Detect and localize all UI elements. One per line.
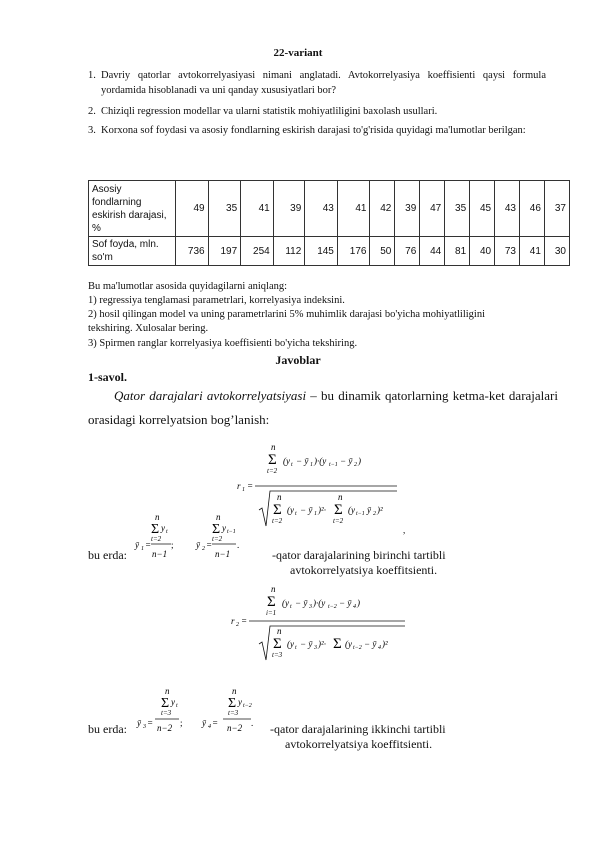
table-cell: 197 [208, 237, 241, 266]
svg-text:Σ: Σ [212, 522, 221, 537]
svg-text:n: n [271, 442, 276, 452]
svg-text:Σ: Σ [273, 502, 282, 518]
question-number: 3. [88, 125, 96, 136]
svg-text:(y: (y [282, 598, 289, 608]
svg-text:t: t [166, 529, 168, 535]
svg-text:4: 4 [208, 724, 211, 730]
description-1: -qator darajalarining birinchi tartibli [272, 548, 446, 562]
formula-means-1 [133, 512, 273, 562]
row-label: Sof foyda, mln. so'm [89, 237, 176, 266]
svg-text:r: r [237, 481, 241, 491]
question-number: 1. [88, 70, 96, 81]
svg-text:1: 1 [242, 487, 245, 493]
svg-text:=: = [206, 540, 213, 550]
svg-text:ȳ: ȳ [196, 540, 200, 550]
svg-text:n: n [216, 512, 221, 522]
table-cell: 43 [495, 181, 520, 237]
svg-text:.: . [237, 540, 240, 550]
svg-text:=: = [147, 718, 154, 728]
svg-text:)·(y: )·(y [314, 456, 327, 466]
bu-erda-label-1: bu erda: [88, 548, 127, 562]
svg-text:2: 2 [373, 511, 376, 517]
svg-text:)·(y: )·(y [313, 598, 326, 608]
svg-text:t: t [176, 703, 178, 709]
svg-text:=: = [212, 718, 219, 728]
svg-text:Σ: Σ [228, 696, 237, 711]
task-2-cont: tekshiring. Xulosalar bering. [88, 323, 209, 334]
svg-text:ȳ: ȳ [137, 718, 141, 728]
table-cell: 46 [519, 181, 544, 237]
svg-text:− ȳ: − ȳ [340, 456, 353, 466]
svg-text:(y: (y [348, 505, 355, 515]
svg-text:− ȳ: − ȳ [295, 598, 308, 608]
table-cell: 73 [495, 237, 520, 266]
svg-text:4: 4 [353, 604, 356, 610]
svg-text:3: 3 [309, 604, 312, 610]
row-label: Asosiy fondlarning eskirish darajasi, % [89, 181, 176, 237]
svg-text:− ȳ: − ȳ [296, 456, 309, 466]
svg-text:=: = [145, 540, 152, 550]
svg-text:n: n [277, 626, 282, 636]
svg-text:− ȳ: − ȳ [339, 598, 352, 608]
svg-text:Σ: Σ [267, 594, 276, 610]
svg-text:)²·: )²· [318, 505, 326, 515]
svg-text:ȳ: ȳ [135, 540, 139, 550]
svg-text:y: y [222, 523, 226, 533]
svg-text:1: 1 [310, 462, 313, 468]
table-cell: 39 [273, 181, 305, 237]
table-cell: 49 [176, 181, 209, 237]
svg-text:2: 2 [236, 622, 239, 628]
svg-text:Σ: Σ [334, 502, 343, 518]
svg-text:n: n [338, 492, 343, 502]
table-cell: 736 [176, 237, 209, 266]
table-cell: 47 [420, 181, 445, 237]
table-row [89, 181, 570, 237]
svg-text:t=2: t=2 [272, 517, 283, 525]
table-cell: 81 [445, 237, 470, 266]
svg-text:)²: )² [382, 639, 388, 649]
svg-text:(y: (y [287, 639, 294, 649]
bu-erda-label-2: bu erda: [88, 722, 127, 736]
question-text: Chiziqli regression modellar va ularni statistik mohiyatliligini baxolash usullari. [101, 106, 438, 117]
svg-text:− ȳ: − ȳ [300, 639, 313, 649]
table-cell: 35 [445, 181, 470, 237]
svg-text:(y: (y [287, 505, 294, 515]
svg-text:t: t [291, 462, 293, 468]
svg-text:t=2: t=2 [212, 535, 223, 543]
svg-text:2: 2 [354, 462, 357, 468]
formula-r2 [225, 584, 425, 664]
svg-text:Σ: Σ [268, 452, 277, 468]
table-cell: 37 [544, 181, 569, 237]
svg-text:;: ; [180, 718, 183, 728]
svg-text:,: , [403, 525, 406, 535]
svg-text:n: n [271, 584, 276, 594]
svg-text:n−1: n−1 [152, 549, 168, 559]
svg-text:ȳ: ȳ [367, 505, 371, 515]
svg-text:n: n [277, 492, 282, 502]
svg-text:): ) [358, 456, 361, 466]
svg-text:t=3: t=3 [161, 709, 172, 717]
question-number: 2. [88, 106, 96, 117]
table-cell: 43 [305, 181, 338, 237]
task-3: 3) Spirmen ranglar korrelyasiya koeffisienti bo'yicha tekshiring. [88, 338, 358, 349]
svg-text:1: 1 [141, 546, 144, 552]
data-table [88, 180, 570, 266]
svg-text:2: 2 [202, 546, 205, 552]
question-3 [88, 123, 546, 138]
section-heading: 1-savol. [88, 370, 127, 384]
svg-text:t=2: t=2 [151, 535, 162, 543]
definition-paragraph [88, 384, 558, 432]
svg-text:t=3: t=3 [228, 709, 239, 717]
svg-text:(y: (y [345, 639, 352, 649]
svg-text:1: 1 [314, 511, 317, 517]
svg-text:ȳ: ȳ [202, 718, 206, 728]
svg-text:t−1: t−1 [356, 511, 365, 517]
table-cell: 50 [370, 237, 395, 266]
description-1-cont: avtokorrelyatsiya koeffitsienti. [290, 563, 438, 577]
svg-text:n−1: n−1 [215, 549, 231, 559]
question-text: Davriy qatorlar avtokorrelyasiyasi nimani anglatadi. Avtokorrelyasiya koeffisienti qaysi formula yordamida hisoblanadi va uni qanday xususiyatlari bor? [101, 70, 546, 96]
svg-text:t=2: t=2 [267, 467, 278, 475]
svg-text:n: n [155, 512, 160, 522]
svg-text:4: 4 [378, 645, 381, 651]
svg-text:.: . [251, 718, 254, 728]
svg-text:=: = [241, 616, 248, 626]
document-title: 22-variant [273, 47, 323, 59]
svg-text:n−2: n−2 [227, 723, 243, 733]
svg-text:r: r [231, 616, 235, 626]
svg-text:n: n [165, 686, 170, 696]
table-row [89, 237, 570, 266]
svg-text:t: t [290, 604, 292, 610]
svg-text:t−2: t−2 [328, 604, 337, 610]
svg-text:y: y [171, 697, 175, 707]
svg-text:− ȳ: − ȳ [364, 639, 377, 649]
svg-text:t−2: t−2 [353, 645, 362, 651]
svg-text:Σ: Σ [151, 522, 160, 537]
table-cell: 44 [420, 237, 445, 266]
table-cell: 41 [337, 181, 370, 237]
svg-text:t−2: t−2 [243, 703, 252, 709]
svg-text:n−2: n−2 [157, 723, 173, 733]
svg-text:=: = [247, 481, 254, 491]
svg-text:Σ: Σ [333, 636, 342, 652]
svg-text:t=3: t=3 [272, 651, 283, 659]
table-cell: 254 [241, 237, 274, 266]
svg-text:i=1: i=1 [266, 609, 277, 617]
task-intro: Bu ma'lumotlar asosida quyidagilarni aniqlang: [88, 281, 288, 292]
svg-text:t−1: t−1 [329, 462, 338, 468]
svg-text:)²: )² [377, 505, 383, 515]
description-2: -qator darajalarining ikkinchi tartibli [270, 722, 446, 736]
svg-text:t−1: t−1 [227, 529, 236, 535]
svg-text:;: ; [171, 540, 174, 550]
question-text: Korxona sof foydasi va asosiy fondlarning eskirish darajasi to'g'risida quyidagi ma'lumotlar berilgan: [101, 125, 526, 136]
svg-text:Σ: Σ [273, 636, 282, 652]
table-cell: 42 [370, 181, 395, 237]
svg-text:t=2: t=2 [333, 517, 344, 525]
table-cell: 112 [273, 237, 305, 266]
svg-text:3: 3 [314, 645, 317, 651]
answers-heading: Javoblar [275, 353, 321, 367]
svg-text:t: t [295, 645, 297, 651]
description-2-cont: avtokorrelyatsiya koeffitsienti. [285, 737, 433, 751]
table-cell: 41 [519, 237, 544, 266]
table-cell: 40 [470, 237, 495, 266]
definition-text: – bu dinamik qatorlarning ketma-ket darajalari orasidagi korrelyatsion bog’lanish: [88, 388, 558, 427]
svg-text:Σ: Σ [161, 696, 170, 711]
table-cell: 145 [305, 237, 338, 266]
table-cell: 45 [470, 181, 495, 237]
table-cell: 76 [395, 237, 420, 266]
table-cell: 35 [208, 181, 241, 237]
table-cell: 41 [241, 181, 274, 237]
svg-text:(y: (y [283, 456, 290, 466]
table-cell: 39 [395, 181, 420, 237]
question-1 [88, 68, 546, 98]
svg-text:t: t [295, 511, 297, 517]
definition-term: Qator darajalari avtokorrelyatsiyasi [114, 388, 307, 403]
svg-text:y: y [161, 523, 165, 533]
formula-means-2 [135, 686, 275, 736]
svg-text:)²·: )²· [318, 639, 326, 649]
task-1: 1) regressiya tenglamasi parametrlari, korrelyasiya indeksini. [88, 295, 345, 306]
svg-text:3: 3 [143, 724, 146, 730]
svg-text:− ȳ: − ȳ [300, 505, 313, 515]
table-cell: 176 [337, 237, 370, 266]
svg-text:n: n [232, 686, 237, 696]
svg-text:): ) [357, 598, 360, 608]
table-cell: 30 [544, 237, 569, 266]
svg-text:y: y [238, 697, 242, 707]
task-2: 2) hosil qilingan model va uning parametrlarini 5% muhimlik darajasi bo'yicha mohiyatliligini [88, 309, 486, 320]
question-2 [88, 104, 546, 119]
